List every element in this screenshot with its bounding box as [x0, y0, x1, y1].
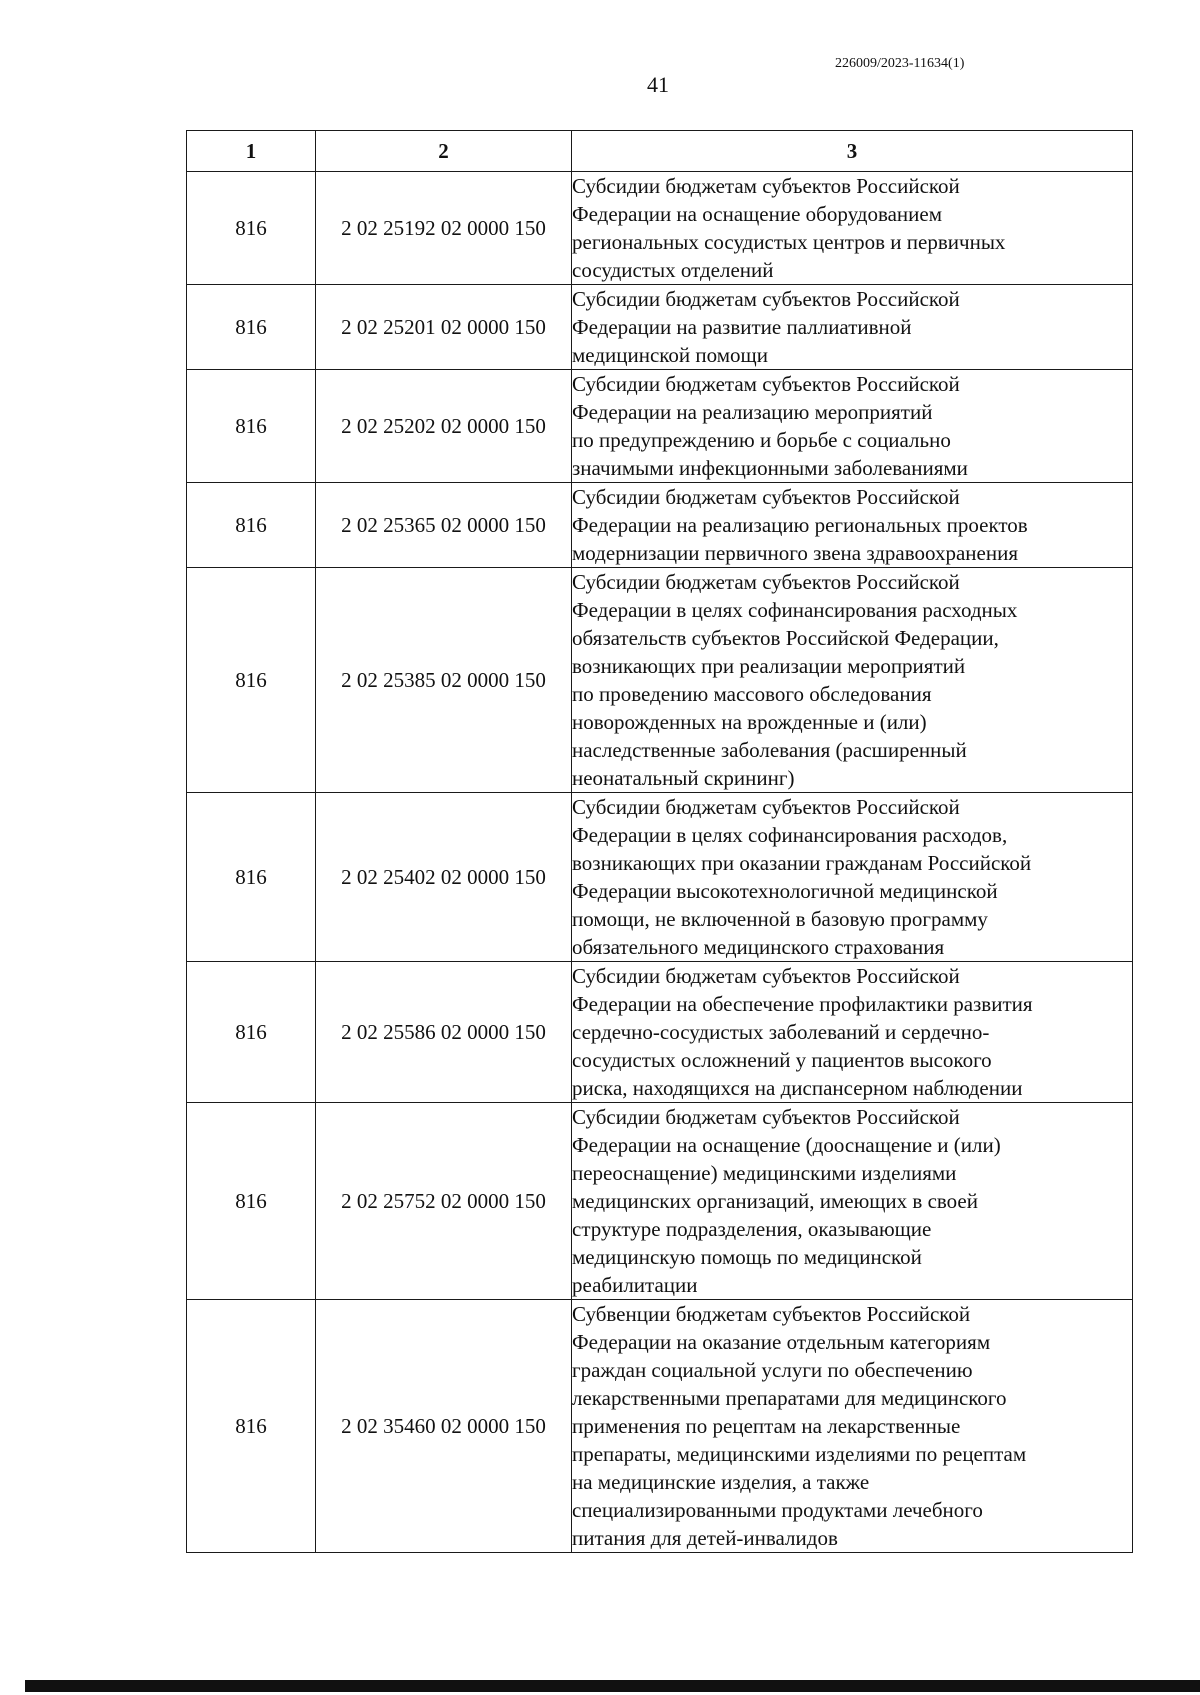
description-line: Субсидии бюджетам субъектов Российской	[572, 795, 960, 819]
description-cell	[572, 172, 1133, 285]
description-line: Федерации на обеспечение профилактики развития	[572, 992, 1033, 1016]
description-line: неонатальный скрининг)	[572, 766, 795, 790]
description-line: Субсидии бюджетам субъектов Российской	[572, 964, 960, 988]
column-header-1: 1	[187, 131, 316, 172]
description-line: Субсидии бюджетам субъектов Российской	[572, 287, 960, 311]
table-row	[187, 285, 1133, 370]
document-id: 226009/2023-11634(1)	[835, 56, 965, 71]
description-line: Федерации на оснащение оборудованием	[572, 202, 942, 226]
description-line: медицинских организаций, имеющих в своей	[572, 1189, 978, 1213]
description-line: Федерации на оказание отдельным категориям	[572, 1330, 991, 1354]
description-line: возникающих при оказании гражданам Российской	[572, 851, 1032, 875]
description-line: препараты, медицинскими изделиями по рецептам	[572, 1442, 1027, 1466]
column-header-2: 2	[316, 131, 572, 172]
description-line: по предупреждению и борьбе с социально	[572, 428, 951, 452]
description-line: медицинскую помощь по медицинской	[572, 1245, 922, 1269]
description-line: переоснащение) медицинскими изделиями	[572, 1161, 957, 1185]
description-line: на медицинские изделия, а также	[572, 1470, 870, 1494]
description-line: Субсидии бюджетам субъектов Российской	[572, 174, 960, 198]
description-line: по проведению массового обследования	[572, 682, 932, 706]
description-line: Субсидии бюджетам субъектов Российской	[572, 570, 960, 594]
scan-edge-bar	[25, 1680, 1200, 1692]
description-line: Федерации в целях софинансирования расходных	[572, 598, 1018, 622]
description-line: Федерации на развитие паллиативной	[572, 315, 912, 339]
budget-code-cell: 2 02 25365 02 0000 150	[316, 483, 572, 568]
description-line: помощи, не включенной в базовую программу	[572, 907, 988, 931]
budget-code-cell: 2 02 25385 02 0000 150	[316, 568, 572, 793]
table-header-row	[187, 131, 1133, 172]
description-line: обязательного медицинского страхования	[572, 935, 945, 959]
page-number: 41	[647, 72, 669, 97]
description-line: структуре подразделения, оказывающие	[572, 1217, 932, 1241]
description-cell	[572, 1300, 1133, 1553]
description-line: возникающих при реализации мероприятий	[572, 654, 966, 678]
column-header-3: 3	[572, 131, 1133, 172]
admin-code-cell: 816	[187, 1300, 316, 1553]
budget-code-cell: 2 02 25202 02 0000 150	[316, 370, 572, 483]
description-cell	[572, 370, 1133, 483]
budget-code-cell: 2 02 25586 02 0000 150	[316, 962, 572, 1103]
description-line: специализированными продуктами лечебного	[572, 1498, 983, 1522]
description-line: применения по рецептам на лекарственные	[572, 1414, 961, 1438]
table-row	[187, 568, 1133, 793]
budget-code-cell: 2 02 25402 02 0000 150	[316, 793, 572, 962]
description-line: обязательств субъектов Российской Федерации,	[572, 626, 999, 650]
description-cell	[572, 285, 1133, 370]
admin-code-cell: 816	[187, 568, 316, 793]
admin-code-cell: 816	[187, 172, 316, 285]
description-cell	[572, 793, 1133, 962]
description-line: региональных сосудистых центров и первичных	[572, 230, 1006, 254]
table-row	[187, 172, 1133, 285]
description-line: сердечно-сосудистых заболеваний и сердечно-	[572, 1020, 990, 1044]
description-cell	[572, 962, 1133, 1103]
table-row	[187, 370, 1133, 483]
admin-code-cell: 816	[187, 793, 316, 962]
description-line: Субсидии бюджетам субъектов Российской	[572, 372, 960, 396]
description-line: наследственные заболевания (расширенный	[572, 738, 967, 762]
budget-code-cell: 2 02 25752 02 0000 150	[316, 1103, 572, 1300]
description-line: сосудистых осложнений у пациентов высокого	[572, 1048, 992, 1072]
description-line: реабилитации	[572, 1273, 698, 1297]
description-line: Федерации на реализацию региональных проектов	[572, 513, 1028, 537]
admin-code-cell: 816	[187, 1103, 316, 1300]
description-line: модернизации первичного звена здравоохранения	[572, 541, 1019, 565]
description-line: медицинской помощи	[572, 343, 768, 367]
description-cell	[572, 568, 1133, 793]
description-cell	[572, 1103, 1133, 1300]
admin-code-cell: 816	[187, 370, 316, 483]
table-row	[187, 1103, 1133, 1300]
description-line: новорожденных на врожденные и (или)	[572, 710, 927, 734]
table-row	[187, 793, 1133, 962]
table-row	[187, 1300, 1133, 1553]
description-line: Федерации на реализацию мероприятий	[572, 400, 933, 424]
description-line: значимыми инфекционными заболеваниями	[572, 456, 968, 480]
table-row	[187, 962, 1133, 1103]
description-line: Федерации на оснащение (дооснащение и (или)	[572, 1133, 1001, 1157]
description-line: Субсидии бюджетам субъектов Российской	[572, 1105, 960, 1129]
description-line: Федерации в целях софинансирования расходов,	[572, 823, 1008, 847]
description-line: лекарственными препаратами для медицинского	[572, 1386, 1007, 1410]
admin-code-cell: 816	[187, 962, 316, 1103]
budget-code-cell: 2 02 25201 02 0000 150	[316, 285, 572, 370]
description-line: Субсидии бюджетам субъектов Российской	[572, 485, 960, 509]
description-line: Субвенции бюджетам субъектов Российской	[572, 1302, 971, 1326]
description-line: Федерации высокотехнологичной медицинской	[572, 879, 998, 903]
budget-code-cell: 2 02 25192 02 0000 150	[316, 172, 572, 285]
description-line: питания для детей-инвалидов	[572, 1526, 838, 1550]
table-row	[187, 483, 1133, 568]
budget-code-table	[186, 130, 1133, 1553]
budget-code-cell: 2 02 35460 02 0000 150	[316, 1300, 572, 1553]
description-cell	[572, 483, 1133, 568]
description-line: риска, находящихся на диспансерном наблюдении	[572, 1076, 1023, 1100]
description-line: граждан социальной услуги по обеспечению	[572, 1358, 973, 1382]
admin-code-cell: 816	[187, 285, 316, 370]
description-line: сосудистых отделений	[572, 258, 774, 282]
admin-code-cell: 816	[187, 483, 316, 568]
